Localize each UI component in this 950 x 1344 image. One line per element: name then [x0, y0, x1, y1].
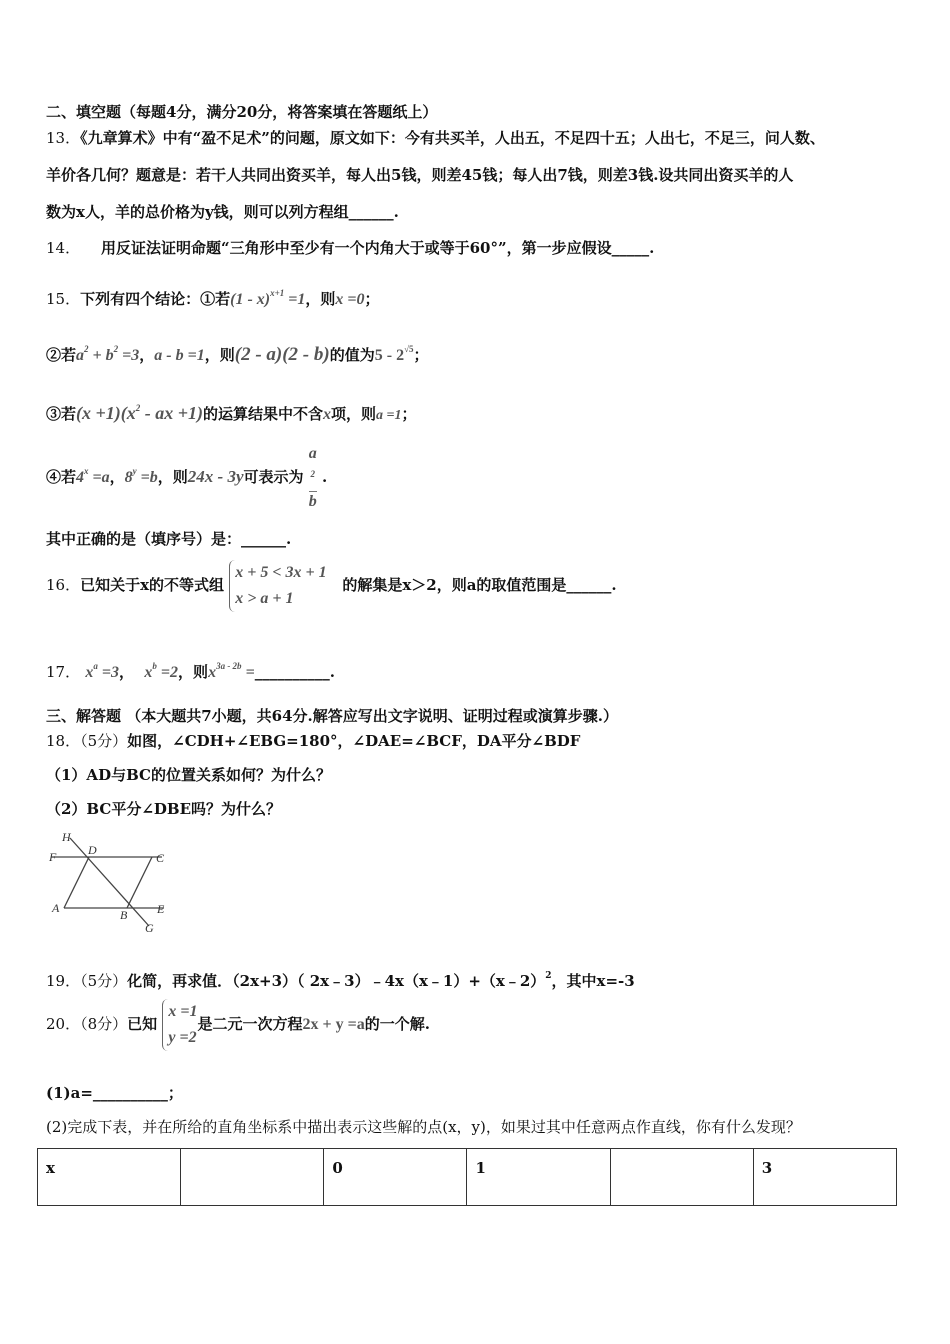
q13-line2: 羊价各几何？题意是：若干人共同出资买羊，每人出5钱，则差45钱；每人出7钱，则差3钱.设共同出资买羊的人	[46, 166, 794, 184]
q17-e2-eq: =2	[160, 664, 179, 681]
q20-sys-1: x =1	[168, 1003, 198, 1020]
table-cell: 1	[467, 1149, 610, 1206]
q15-c1-res: x =0	[335, 291, 365, 308]
q20-sys-2: y =2	[168, 1029, 197, 1046]
q16	[46, 560, 617, 612]
q17-e2-base: x	[144, 664, 153, 681]
segment-cb	[127, 857, 152, 908]
q15-c1-exp: x+1	[270, 288, 285, 298]
q15-c3-expr-b: - ax +1)	[144, 403, 204, 423]
label-h: H	[62, 830, 71, 844]
q19	[46, 966, 635, 991]
q15-c1-expr	[230, 288, 306, 308]
q20-post: 的一个解.	[364, 1015, 430, 1033]
q15-c4-b-eq: =b	[140, 469, 158, 486]
q15-intro: 下列有四个结论：①若	[80, 290, 231, 308]
q15-line1	[46, 283, 380, 310]
q15-c4-num: a $^2$	[309, 444, 317, 492]
q18-part1: （1）AD与BC的位置关系如何？为什么？	[46, 766, 331, 784]
q17-e3-exp: 3a - 2b	[216, 661, 242, 671]
q17-e1-base: x	[85, 664, 94, 681]
q15-c2-b: + b	[92, 347, 114, 364]
q19-text: 化简，再求值．（2x+3）（ 2x﹣3）﹣4x（x﹣1）+（x﹣2）	[127, 972, 546, 990]
table-row	[38, 1149, 897, 1206]
table-cell: x	[38, 1149, 181, 1206]
q15-c3-res: a =1	[376, 408, 402, 423]
q15-c3-text2: 项，则	[331, 405, 377, 423]
q20-system	[162, 999, 197, 1051]
q17-e3	[208, 661, 255, 681]
table-cell[interactable]	[610, 1149, 753, 1206]
q15-c3-expr-a: (x +1)(x	[76, 403, 136, 423]
q15-c2-eq: =3	[122, 347, 140, 364]
q15-c2-prod: (2 - a)(2 - b)	[234, 344, 330, 365]
q15-c3-expr: $(x +1)(x^2$ - ax +1)	[76, 403, 204, 423]
section-2-title: 二、填空题（每题4分，满分20分，将答案填在答题纸上）	[46, 103, 438, 121]
q15-c4-end: .	[322, 468, 328, 486]
q15-c4-then: ，则	[157, 468, 188, 486]
q17-e3-eq: =	[245, 664, 255, 681]
q20-pre: 已知	[127, 1015, 158, 1033]
label-e: E	[157, 902, 165, 916]
q15-c4-label: ④若	[46, 468, 77, 486]
q16-post: 的解集是x＞2，则a的取值范围是______.	[342, 576, 617, 594]
q16-system	[229, 560, 326, 612]
q20-part1: (1)a=__________；	[46, 1084, 183, 1102]
label-g: G	[145, 921, 154, 935]
q13-line1	[46, 128, 825, 148]
q19-end: ，其中x=-3	[551, 972, 635, 990]
q17-e1: $x^a =3$	[85, 661, 119, 681]
q15-c2-cond: a - b =1	[154, 347, 205, 364]
q13-number: 13．	[46, 129, 81, 147]
q15-line4	[46, 444, 327, 512]
q18-geometry-figure	[46, 828, 176, 938]
q15-c2-expr: $a^2 + b^2 =3$	[76, 344, 140, 364]
q15-c2-then: ，则	[204, 346, 235, 364]
q17-sep: ，	[118, 663, 134, 681]
q15-c4-sep: ，	[109, 468, 125, 486]
q19-exp: 2	[545, 971, 552, 981]
label-a: A	[52, 901, 60, 915]
q17	[46, 656, 335, 683]
q15-line3	[46, 398, 417, 426]
table-cell: 3	[753, 1149, 896, 1206]
q18-score: （5分）	[80, 732, 128, 750]
q13-text-1: 《九章算术》中有“盈不足术”的问题，原文如下：今有共买羊，人出五，不足四十五；人出七，不足三，问人数、	[80, 129, 825, 147]
q15-c2-res	[374, 344, 414, 364]
q15-c4-text: 可表示为	[243, 468, 304, 486]
q15-c4-den: b	[308, 493, 317, 510]
q15-c2-root: √5	[404, 344, 414, 354]
q15-c2-a: a	[76, 347, 85, 364]
q18	[46, 731, 580, 751]
q17-e3-base: x	[208, 664, 217, 681]
q20-number: 20．	[46, 1015, 81, 1033]
q15-c1-base: (1 - x)	[230, 291, 271, 308]
q15-c2-sep: ，	[139, 346, 155, 364]
label-f: F	[49, 850, 57, 864]
q13-line3: 数为x人，羊的总价格为y钱，则可以列方程组______.	[46, 203, 399, 221]
q18-part2: （2）BC平分∠DBE吗？为什么？	[46, 800, 282, 818]
table-cell: 0	[324, 1149, 467, 1206]
label-c: C	[156, 851, 165, 865]
q20-part2: (2)完成下表，并在所给的直角坐标系中描出表示这些解的点(x，y)，如果过其中任意两点作直线，你有什么发现？	[46, 1118, 801, 1136]
label-d: D	[88, 843, 97, 857]
q20-mid: 是二元一次方程	[197, 1015, 303, 1033]
q20-score: （8分）	[80, 1015, 128, 1033]
q15-c1-end: ；	[364, 290, 380, 308]
q15-c4-fraction	[309, 444, 317, 512]
segment-da	[64, 857, 89, 908]
q15-c2-label: ②若	[46, 346, 77, 364]
table-cell[interactable]	[181, 1149, 324, 1206]
line-hg	[70, 838, 149, 926]
q17-number: 17．	[46, 663, 81, 681]
xy-table	[37, 1148, 897, 1206]
q16-number: 16．	[46, 576, 81, 594]
q15-number: 15．	[46, 290, 81, 308]
section-3-title: 三、解答题 （本大题共7小题，共64分.解答应写出文字说明、证明过程或演算步骤.）	[46, 707, 618, 725]
q15-c3-end: ；	[401, 405, 417, 423]
q15-c4-expr: 24x - 3y	[187, 467, 244, 486]
q15-c4-b-base: 8	[124, 469, 133, 486]
q17-blank: __________.	[254, 663, 335, 681]
q15-c3-text: 的运算结果中不含	[203, 405, 324, 423]
label-b: B	[120, 908, 128, 922]
q15-c4-b: 8$^y$ =b	[124, 466, 158, 486]
q15-c1-then: ，则	[305, 290, 336, 308]
q16-inequality-1: x + 5 < 3x + 1	[235, 564, 327, 581]
q18-number: 18．	[46, 732, 81, 750]
q15-c2-val: 的值为	[329, 346, 375, 364]
q17-then: ，则	[178, 663, 209, 681]
q15-c2-end: ；	[413, 346, 429, 364]
q20-equation: 2x + y =a	[302, 1016, 365, 1033]
q15-c4-num-a: a	[308, 445, 317, 462]
q16-pre: 已知关于x的不等式组	[80, 576, 225, 594]
q15-c4-a: 4$^x$ =a	[76, 466, 110, 486]
q16-inequality-2: x > a + 1	[235, 590, 294, 607]
q14-number: 14．	[46, 239, 81, 257]
q15-question: 其中正确的是（填序号）是：______.	[46, 530, 292, 548]
q19-number: 19．	[46, 972, 81, 990]
q20	[46, 999, 430, 1051]
q15-c4-a-eq: =a	[92, 469, 110, 486]
q15-c1-eq: =1	[288, 291, 306, 308]
q15-c3-x: x	[323, 406, 332, 423]
q17-e1-eq: =3	[101, 664, 119, 681]
q14	[46, 238, 654, 258]
q18-text: 如图，∠CDH+∠EBG=180°，∠DAE=∠BCF，DA平分∠BDF	[127, 732, 581, 750]
q15-c2-res-base: 5 - 2	[374, 347, 405, 364]
q15-c3-label: ③若	[46, 405, 77, 423]
q15-line2	[46, 339, 429, 366]
q15-c4-a-base: 4	[76, 469, 85, 486]
q17-e2: $x^b =2$	[144, 661, 179, 681]
q19-score: （5分）	[80, 972, 128, 990]
q14-text: 用反证法证明命题“三角形中至少有一个内角大于或等于60°”，第一步应假设_____.	[100, 239, 655, 257]
